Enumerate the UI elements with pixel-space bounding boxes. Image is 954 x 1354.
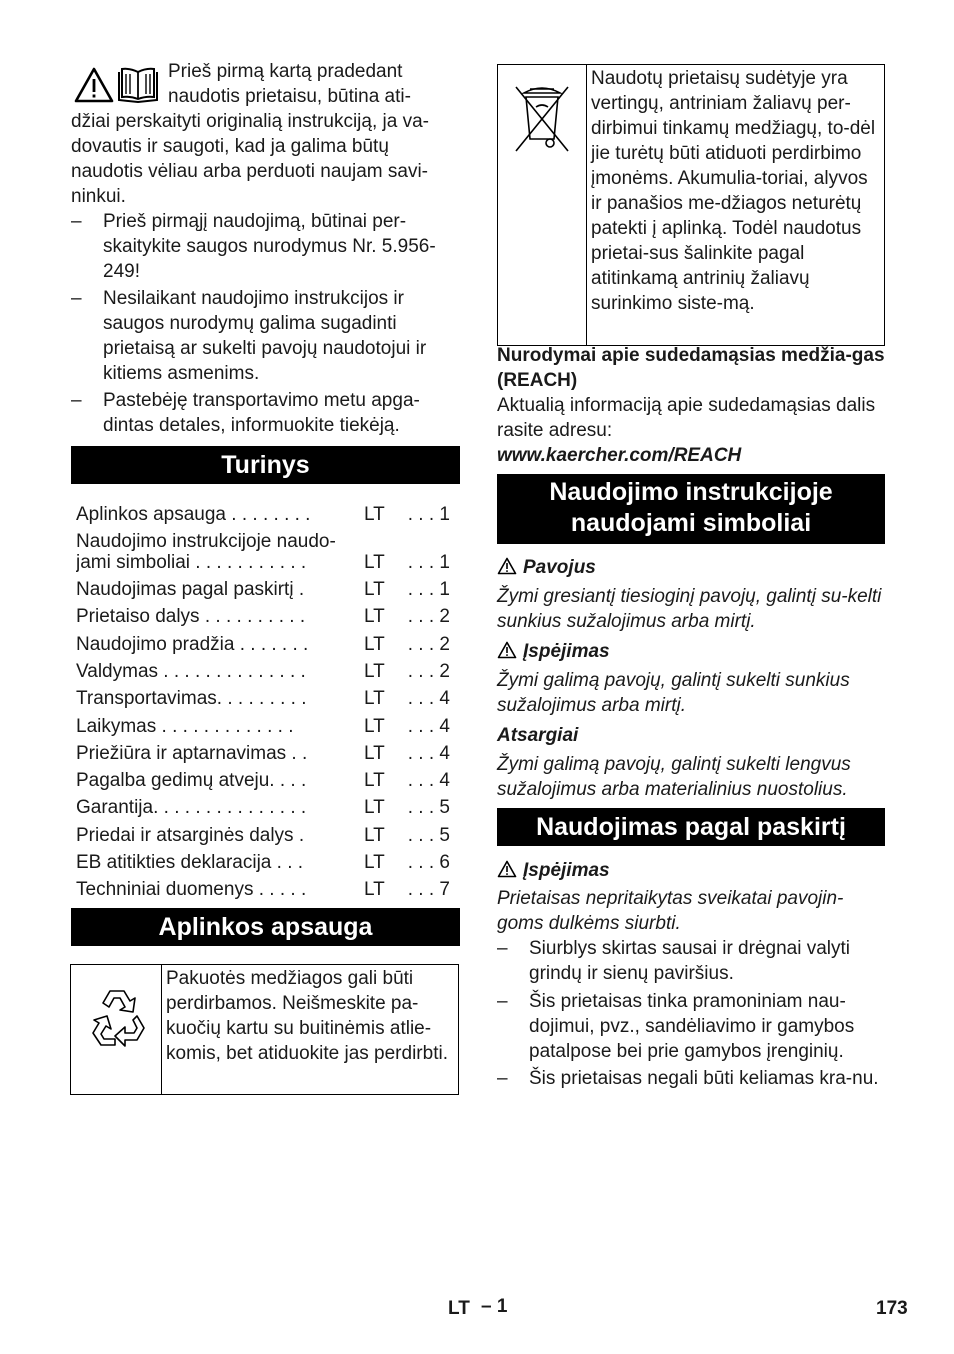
- warning-triangle-icon: [497, 860, 517, 878]
- toc-page: . . . 5: [407, 797, 450, 818]
- toc-row[interactable]: [76, 604, 456, 629]
- warning-text: Žymi galimą pavojų, galintį sukelti sunkius sužalojimus arba mirtį.: [497, 670, 850, 716]
- toc-lang: LT: [364, 852, 385, 873]
- toc-page: . . . 4: [407, 688, 450, 709]
- toc-page: . . . 6: [407, 852, 450, 873]
- warning-label-row: [497, 639, 610, 664]
- dash: –: [497, 1068, 508, 1089]
- use-item-text: Šis prietaisas tinka pramoniniam nau-dojimui, pvz., sandėliavimo ir gamybos patalpose bei prie gamybos įrenginių.: [529, 991, 855, 1062]
- toc-lang: LT: [364, 879, 385, 900]
- caution-label: Atsargiai: [497, 725, 579, 746]
- toc-title: Priežiūra ir aptarnavimas . .: [76, 743, 308, 764]
- reach-url[interactable]: www.kaercher.com/REACH: [497, 445, 742, 466]
- recycle-text: Pakuotės medžiagos gali būti perdirbamos. Neišmeskite pa-kuočių kartu su buitinėmis atlie-komis, bet atiduokite jas perdirbti.: [166, 968, 448, 1064]
- toc-row[interactable]: [76, 550, 456, 575]
- danger-label-row: [497, 555, 596, 580]
- toc-title: Naudojimo instrukcijoje naudo-: [76, 531, 336, 552]
- toc-row[interactable]: [76, 577, 456, 602]
- toc-page: . . . 1: [407, 552, 450, 573]
- recycle-box: [70, 964, 459, 1095]
- weee-box: [497, 64, 885, 346]
- toc-lang: LT: [364, 579, 385, 600]
- crossed-bin-icon: [510, 81, 574, 157]
- warning-label: Įspėjimas: [523, 641, 610, 662]
- toc-title: Aplinkos apsauga . . . . . . . .: [76, 504, 311, 525]
- toc-row[interactable]: [76, 659, 456, 684]
- toc-page: . . . 4: [407, 716, 450, 737]
- toc-title: Pagalba gedimų atveju. . . .: [76, 770, 307, 791]
- dash: –: [71, 288, 82, 309]
- dash: –: [71, 390, 82, 411]
- toc-row[interactable]: [76, 502, 456, 527]
- toc-title: Transportavimas. . . . . . . . .: [76, 688, 307, 709]
- dash: –: [497, 991, 508, 1012]
- toc-page: . . . 1: [407, 504, 450, 525]
- intro-line-2: naudotis prietaisu, būtina ati-: [168, 86, 411, 107]
- env-heading: Aplinkos apsauga: [71, 908, 460, 946]
- toc-title: Priedai ir atsarginės dalys .: [76, 825, 305, 846]
- use-item: [497, 1066, 885, 1116]
- toc-page: . . . 2: [407, 661, 450, 682]
- footer-section-page: – 1: [481, 1296, 508, 1317]
- danger-text: Žymi gresiantį tiesioginį pavojų, galintį su-kelti sunkius sužalojimus arba mirtį.: [497, 586, 882, 632]
- toc-lang: LT: [364, 606, 385, 627]
- page-number: 173: [876, 1298, 908, 1319]
- use-warning-label: Įspėjimas: [523, 860, 610, 881]
- danger-label: Pavojus: [523, 557, 596, 578]
- toc-row[interactable]: [76, 741, 456, 766]
- dash: –: [497, 938, 508, 959]
- reach-text: Aktualią informaciją apie sudedamąsias dalis rasite adresu:: [497, 395, 876, 441]
- intro-paragraph: džiai perskaityti originalią instrukciją, ja va-dovautis ir saugoti, kad ja galima būtų naudotis vėliau arba perduoti naujam savi-ninkui.: [71, 111, 429, 207]
- toc-lang: LT: [364, 770, 385, 791]
- caution-text: Žymi galimą pavojų, galintį sukelti lengvus sužalojimus arba materialinius nuostolius.: [497, 754, 851, 800]
- toc-title: Techniniai duomenys . . . . .: [76, 879, 307, 900]
- toc-lang: LT: [364, 797, 385, 818]
- toc-page: . . . 2: [407, 606, 450, 627]
- use-warning-text: Prietaisas nepritaikytas sveikatai pavojin-goms dulkėms siurbti.: [497, 888, 844, 934]
- toc-title: Naudojimas pagal paskirtį .: [76, 579, 305, 600]
- toc-row[interactable]: [76, 795, 456, 820]
- intro-item: [71, 286, 460, 386]
- toc-page: . . . 5: [407, 825, 450, 846]
- toc-lang: LT: [364, 504, 385, 525]
- use-item-text: Siurblys skirtas sausai ir drėgnai valyti grindų ir sienų paviršius.: [529, 938, 851, 984]
- intro-item-text: Pastebėję transportavimo metu apga-dintas detales, informuokite tiekėją.: [103, 390, 420, 436]
- symbols-heading: [497, 474, 885, 544]
- reach-heading: Nurodymai apie sudedamąsias medžia-gas (REACH): [497, 345, 885, 391]
- warning-triangle-icon: [73, 66, 115, 104]
- toc-heading: Turinys: [71, 446, 460, 484]
- use-heading: Naudojimas pagal paskirtį: [497, 808, 885, 846]
- toc-row[interactable]: [76, 850, 456, 875]
- warning-triangle-icon: [497, 557, 517, 575]
- weee-text: Naudotų prietaisų sudėtyje yra vertingų, antriniam žaliavų per-dirbimui tinkamų medžiagų, to-dėl jie turėtų būti atiduoti perdirbimo įmonėms. Akumulia-toriai, alyvos ir panašios me-džiagos neturėtų patekti į aplinką. Todėl naudotus prietai-sus šalinkite pagal atitinkamą antrinių žaliavų surinkimo siste-mą.: [591, 68, 876, 314]
- toc-title: Prietaiso dalys . . . . . . . . . .: [76, 606, 306, 627]
- toc-title: Garantija. . . . . . . . . . . . . . .: [76, 797, 307, 818]
- use-item: [497, 936, 885, 986]
- footer-lang: LT: [448, 1298, 470, 1319]
- open-book-icon: [117, 66, 159, 104]
- use-item: [497, 989, 885, 1064]
- toc-page: . . . 7: [407, 879, 450, 900]
- toc-row[interactable]: [76, 632, 456, 657]
- toc-title: Valdymas . . . . . . . . . . . . . .: [76, 661, 306, 682]
- toc-lang: LT: [364, 743, 385, 764]
- toc-title: jami simboliai . . . . . . . . . . .: [76, 552, 307, 573]
- toc-lang: LT: [364, 688, 385, 709]
- toc-lang: LT: [364, 552, 385, 573]
- symbols-heading-line-2: naudojami simboliai: [570, 509, 812, 537]
- toc-page: . . . 4: [407, 743, 450, 764]
- dash: –: [71, 211, 82, 232]
- symbols-heading-line-1: Naudojimo instrukcijoje: [549, 478, 833, 506]
- toc-row[interactable]: [76, 768, 456, 793]
- toc-page: . . . 2: [407, 634, 450, 655]
- toc-page: . . . 1: [407, 579, 450, 600]
- intro-line-1: Prieš pirmą kartą pradedant: [168, 61, 403, 82]
- toc-title: Naudojimo pradžia . . . . . . .: [76, 634, 309, 655]
- toc-lang: LT: [364, 661, 385, 682]
- toc-lang: LT: [364, 716, 385, 737]
- use-warning-label-row: [497, 858, 610, 883]
- recycling-icon: [79, 983, 155, 1059]
- intro-item: [71, 388, 460, 438]
- intro-item-text: Prieš pirmąjį naudojimą, būtinai per-skaitykite saugos nurodymus Nr. 5.956-249!: [103, 211, 436, 282]
- toc-row[interactable]: [76, 877, 456, 902]
- toc-page: . . . 4: [407, 770, 450, 791]
- intro-item-text: Nesilaikant naudojimo instrukcijos ir saugos nurodymų galima sugadinti prietaisą ar sukelti pavojų naudotojui ir kitiems asmenims.: [103, 288, 427, 384]
- use-item-text: Šis prietaisas negali būti keliamas kra-nu.: [529, 1068, 879, 1089]
- toc-row[interactable]: [76, 714, 456, 739]
- intro-item: [71, 209, 460, 284]
- toc-row[interactable]: [76, 823, 456, 848]
- toc-title: Laikymas . . . . . . . . . . . . .: [76, 716, 294, 737]
- warning-triangle-icon: [497, 641, 517, 659]
- toc-title: EB atitikties deklaracija . . .: [76, 852, 304, 873]
- toc-lang: LT: [364, 825, 385, 846]
- toc-row[interactable]: [76, 686, 456, 711]
- toc-lang: LT: [364, 634, 385, 655]
